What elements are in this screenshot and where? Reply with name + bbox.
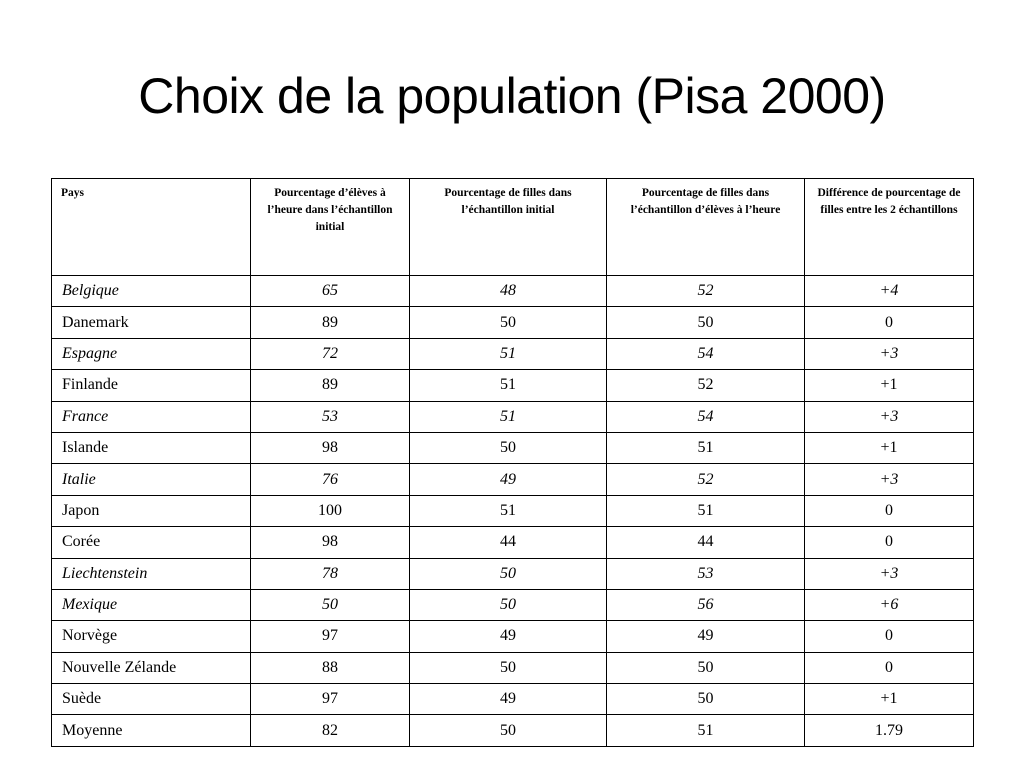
- cell-difference: +3: [805, 464, 974, 495]
- cell-difference: 0: [805, 652, 974, 683]
- cell-pct-girls-on-time: 51: [607, 432, 805, 463]
- cell-pct-girls-on-time: 54: [607, 401, 805, 432]
- cell-pct-on-time: 97: [251, 621, 410, 652]
- cell-pct-on-time: 78: [251, 558, 410, 589]
- cell-pct-girls-on-time: 49: [607, 621, 805, 652]
- cell-country: Espagne: [52, 338, 251, 369]
- cell-pct-girls-on-time: 50: [607, 652, 805, 683]
- cell-pct-on-time: 65: [251, 276, 410, 307]
- cell-country: Suède: [52, 684, 251, 715]
- cell-country: Belgique: [52, 276, 251, 307]
- cell-difference: +3: [805, 558, 974, 589]
- cell-pct-girls-on-time: 56: [607, 589, 805, 620]
- cell-pct-on-time: 100: [251, 495, 410, 526]
- cell-pct-girls-initial: 50: [410, 715, 607, 746]
- cell-pct-girls-on-time: 53: [607, 558, 805, 589]
- cell-difference: +3: [805, 338, 974, 369]
- table-row: [52, 652, 974, 683]
- cell-difference: +3: [805, 401, 974, 432]
- table-row: [52, 370, 974, 401]
- cell-difference: +6: [805, 589, 974, 620]
- cell-pct-girls-on-time: 50: [607, 307, 805, 338]
- cell-pct-girls-initial: 49: [410, 684, 607, 715]
- cell-pct-girls-initial: 50: [410, 558, 607, 589]
- cell-difference: +1: [805, 684, 974, 715]
- table-row: [52, 401, 974, 432]
- table-row: [52, 589, 974, 620]
- table-row: [52, 621, 974, 652]
- cell-pct-girls-initial: 49: [410, 464, 607, 495]
- cell-difference: +4: [805, 276, 974, 307]
- cell-pct-girls-on-time: 50: [607, 684, 805, 715]
- cell-pct-girls-initial: 51: [410, 401, 607, 432]
- cell-pct-on-time: 50: [251, 589, 410, 620]
- cell-country: Norvège: [52, 621, 251, 652]
- cell-country: Moyenne: [52, 715, 251, 746]
- cell-pct-girls-initial: 44: [410, 527, 607, 558]
- cell-pct-girls-on-time: 52: [607, 464, 805, 495]
- header-pct-girls-on-time: Pourcentage de filles dans l’échantillon d’élèves à l’heure: [607, 179, 805, 276]
- cell-pct-girls-on-time: 52: [607, 276, 805, 307]
- cell-pct-girls-initial: 50: [410, 307, 607, 338]
- cell-difference: 0: [805, 307, 974, 338]
- pisa-table: [51, 178, 974, 747]
- cell-pct-girls-initial: 50: [410, 652, 607, 683]
- cell-pct-on-time: 76: [251, 464, 410, 495]
- table-row: [52, 432, 974, 463]
- cell-pct-girls-initial: 48: [410, 276, 607, 307]
- cell-country: Nouvelle Zélande: [52, 652, 251, 683]
- header-difference: Différence de pourcentage de filles entre les 2 échantillons: [805, 179, 974, 276]
- cell-country: France: [52, 401, 251, 432]
- cell-pct-on-time: 98: [251, 527, 410, 558]
- cell-pct-girls-on-time: 52: [607, 370, 805, 401]
- cell-difference: 0: [805, 621, 974, 652]
- cell-pct-on-time: 72: [251, 338, 410, 369]
- cell-country: Danemark: [52, 307, 251, 338]
- cell-country: Italie: [52, 464, 251, 495]
- table-row: [52, 558, 974, 589]
- cell-pct-girls-on-time: 51: [607, 495, 805, 526]
- table-row: [52, 338, 974, 369]
- cell-pct-girls-initial: 50: [410, 432, 607, 463]
- cell-country: Finlande: [52, 370, 251, 401]
- cell-pct-on-time: 97: [251, 684, 410, 715]
- cell-country: Mexique: [52, 589, 251, 620]
- table-row: [52, 495, 974, 526]
- table-row: [52, 276, 974, 307]
- cell-difference: 0: [805, 495, 974, 526]
- cell-country: Japon: [52, 495, 251, 526]
- header-pct-girls-initial: Pourcentage de filles dans l’échantillon initial: [410, 179, 607, 276]
- cell-difference: 1.79: [805, 715, 974, 746]
- table-row: [52, 715, 974, 746]
- header-country: Pays: [52, 179, 251, 276]
- cell-pct-on-time: 89: [251, 370, 410, 401]
- cell-pct-girls-initial: 51: [410, 370, 607, 401]
- cell-pct-girls-initial: 50: [410, 589, 607, 620]
- cell-pct-on-time: 98: [251, 432, 410, 463]
- cell-pct-girls-initial: 51: [410, 495, 607, 526]
- table-header-row: [52, 179, 974, 276]
- cell-difference: +1: [805, 370, 974, 401]
- cell-country: Islande: [52, 432, 251, 463]
- cell-pct-girls-on-time: 51: [607, 715, 805, 746]
- table-row: [52, 684, 974, 715]
- table-row: [52, 527, 974, 558]
- cell-pct-on-time: 89: [251, 307, 410, 338]
- table-row: [52, 464, 974, 495]
- table-body: [52, 276, 974, 747]
- cell-difference: 0: [805, 527, 974, 558]
- cell-pct-girls-on-time: 54: [607, 338, 805, 369]
- cell-pct-girls-on-time: 44: [607, 527, 805, 558]
- cell-country: Liechtenstein: [52, 558, 251, 589]
- cell-pct-girls-initial: 49: [410, 621, 607, 652]
- header-pct-on-time: Pourcentage d’élèves à l’heure dans l’échantillon initial: [251, 179, 410, 276]
- table-row: [52, 307, 974, 338]
- slide-title: Choix de la population (Pisa 2000): [138, 68, 886, 124]
- cell-pct-on-time: 82: [251, 715, 410, 746]
- cell-pct-girls-initial: 51: [410, 338, 607, 369]
- cell-difference: +1: [805, 432, 974, 463]
- cell-country: Corée: [52, 527, 251, 558]
- cell-pct-on-time: 88: [251, 652, 410, 683]
- cell-pct-on-time: 53: [251, 401, 410, 432]
